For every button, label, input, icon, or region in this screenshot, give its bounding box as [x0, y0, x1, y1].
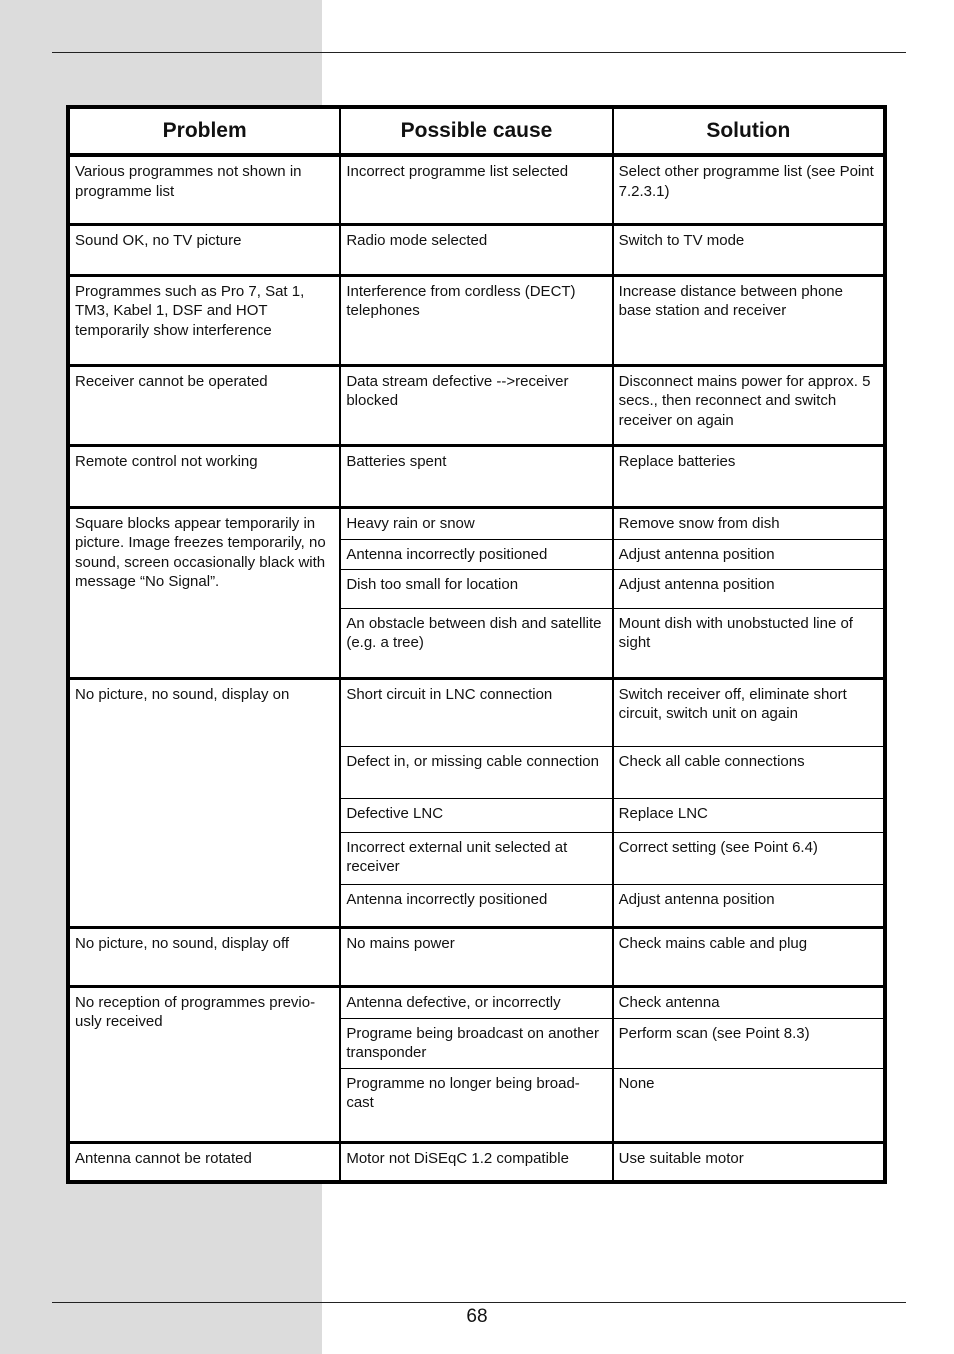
page-number: 68 — [466, 1306, 488, 1327]
problem-cell: No picture, no sound, display on — [68, 678, 340, 927]
table-row — [68, 224, 885, 275]
cause-cell: Motor not DiSEqC 1.2 compatible — [340, 1142, 612, 1182]
table-row — [68, 927, 885, 986]
table-row — [68, 507, 885, 539]
cause-cell: No mains power — [340, 927, 612, 986]
cause-cell: Antenna incorrectly positioned — [340, 884, 612, 927]
solution-cell: Replace batteries — [613, 445, 885, 507]
problem-cell: Sound OK, no TV picture — [68, 224, 340, 275]
table-row — [68, 275, 885, 365]
header-row — [68, 107, 885, 155]
solution-cell: Check mains cable and plug — [613, 927, 885, 986]
cause-cell: Programme no longer being broad-cast — [340, 1068, 612, 1142]
troubleshooting-table — [66, 105, 887, 1184]
header-problem: Problem — [68, 107, 340, 155]
cause-cell: Defect in, or missing cable connection — [340, 746, 612, 798]
table-row — [68, 155, 885, 224]
solution-cell: Check all cable connections — [613, 746, 885, 798]
problem-cell: Various programmes not shown in programme list — [68, 155, 340, 224]
solution-cell: Check antenna — [613, 986, 885, 1018]
solution-cell: Disconnect mains power for approx. 5 secs., then reconnect and switch receiver on again — [613, 365, 885, 445]
cause-cell: Programe being broadcast on another transponder — [340, 1018, 612, 1068]
header-cause: Possible cause — [340, 107, 612, 155]
solution-cell: Correct setting (see Point 6.4) — [613, 832, 885, 884]
cause-cell: Radio mode selected — [340, 224, 612, 275]
solution-cell: Adjust antenna position — [613, 884, 885, 927]
cause-cell: Interference from cordless (DECT) telephones — [340, 275, 612, 365]
solution-cell: Replace LNC — [613, 798, 885, 832]
cause-cell: Data stream defective -->receiver blocked — [340, 365, 612, 445]
solution-cell: Perform scan (see Point 8.3) — [613, 1018, 885, 1068]
solution-cell: Switch to TV mode — [613, 224, 885, 275]
problem-cell: No reception of programmes previo-usly received — [68, 986, 340, 1142]
solution-cell: None — [613, 1068, 885, 1142]
cause-cell: Defective LNC — [340, 798, 612, 832]
problem-cell: No picture, no sound, display off — [68, 927, 340, 986]
table-row — [68, 1142, 885, 1182]
table-row — [68, 678, 885, 746]
cause-cell: Incorrect programme list selected — [340, 155, 612, 224]
cause-cell: Dish too small for location — [340, 569, 612, 608]
cause-cell: An obstacle between dish and satellite (e.g. a tree) — [340, 608, 612, 678]
problem-cell: Receiver cannot be operated — [68, 365, 340, 445]
cause-cell: Antenna incorrectly positioned — [340, 539, 612, 569]
problem-cell: Programmes such as Pro 7, Sat 1, TM3, Kabel 1, DSF and HOT temporarily show interference — [68, 275, 340, 365]
cause-cell: Short circuit in LNC connection — [340, 678, 612, 746]
problem-cell: Square blocks appear temporarily in picture. Image freezes temporarily, no sound, screen occasionally black with message “No Signal”. — [68, 507, 340, 678]
problem-cell: Antenna cannot be rotated — [68, 1142, 340, 1182]
solution-cell: Switch receiver off, eliminate short circuit, switch unit on again — [613, 678, 885, 746]
cause-cell: Antenna defective, or incorrectly — [340, 986, 612, 1018]
cause-cell: Incorrect external unit selected at receiver — [340, 832, 612, 884]
bottom-rule — [52, 1302, 906, 1303]
cause-cell: Heavy rain or snow — [340, 507, 612, 539]
solution-cell: Increase distance between phone base station and receiver — [613, 275, 885, 365]
table-row — [68, 445, 885, 507]
solution-cell: Select other programme list (see Point 7.2.3.1) — [613, 155, 885, 224]
solution-cell: Use suitable motor — [613, 1142, 885, 1182]
table-row — [68, 986, 885, 1018]
solution-cell: Mount dish with unobstucted line of sight — [613, 608, 885, 678]
table-row — [68, 365, 885, 445]
problem-cell: Remote control not working — [68, 445, 340, 507]
top-rule — [52, 52, 906, 53]
cause-cell: Batteries spent — [340, 445, 612, 507]
solution-cell: Remove snow from dish — [613, 507, 885, 539]
header-solution: Solution — [613, 107, 885, 155]
solution-cell: Adjust antenna position — [613, 569, 885, 608]
solution-cell: Adjust antenna position — [613, 539, 885, 569]
